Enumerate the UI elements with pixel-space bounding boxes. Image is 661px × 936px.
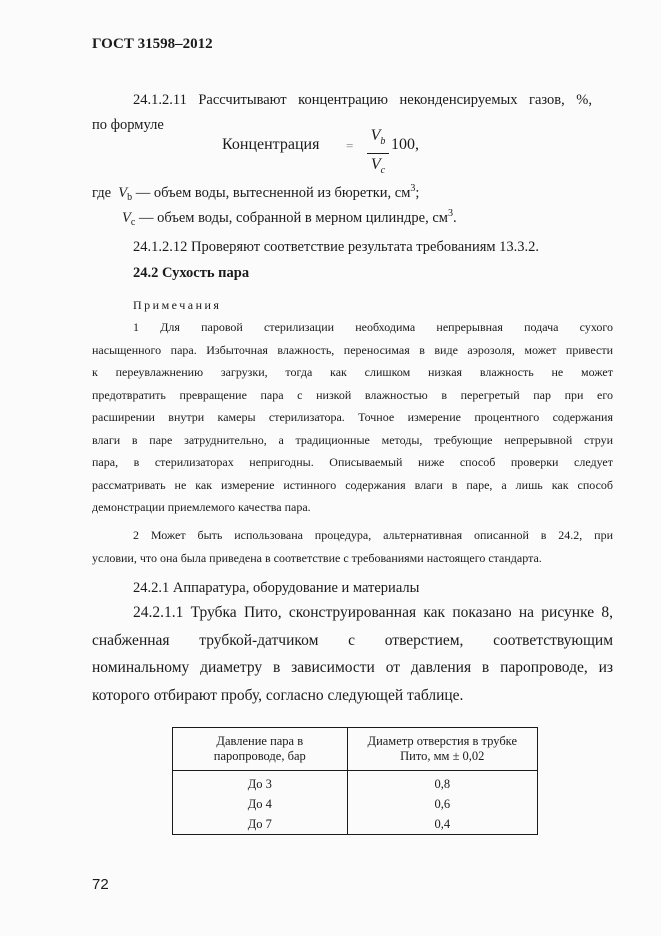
note1-line: пара, в стерилизаторах непригодны. Описываемый ниже способ проверки следует (92, 455, 613, 469)
fraction-bar (367, 153, 389, 154)
clause-24-1-2-11 (133, 92, 592, 109)
formula-numerator: $V_b$ (370, 127, 386, 148)
cell-pressure: До 7 (173, 814, 348, 835)
clause-24-1-2-11-line2: по формуле (92, 117, 164, 133)
table-row (173, 771, 538, 795)
note2-line: условии, что она была приведена в соответствие с требованиями настоящего стандарта. (92, 550, 542, 565)
column-header-diameter: Диаметр отверстия в трубке Пито, мм ± 0,02 (347, 728, 537, 771)
formula-fraction (367, 126, 389, 181)
formula-equals: = (346, 138, 354, 153)
cell-pressure: До 4 (173, 794, 348, 814)
document-header: ГОСТ 31598–2012 (92, 36, 213, 52)
formula-denominator: $V_c$ (370, 156, 386, 177)
table-row (173, 794, 538, 814)
clause-24-2-1-1-line: 24.2.1.1 Трубка Пито, сконструированная как показано на рисунке 8, (133, 604, 613, 621)
formula-word: Концентрация (222, 136, 320, 153)
note1-line: расширении внутри камеры стерилизатора. Точное измерение процентного содержания (92, 410, 613, 424)
clause-24-1-2-11-line1: 24.1.2.11 Рассчитывают концентрацию неконденсируемых газов, %, (133, 92, 592, 108)
formula-multiplier: 100, (391, 136, 419, 153)
clause-24-2-1-1 (92, 604, 613, 714)
section-24-2-heading: 24.2 Сухость пара (133, 265, 250, 281)
where-vb-line: где $V_b$ — объем воды, вытесненной из бюретки, $см^3$; (92, 183, 420, 203)
table-header-row (173, 728, 538, 771)
cell-diameter: 0,8 (347, 771, 537, 795)
notes-title: Примечания (133, 298, 222, 312)
clause-24-2-1-1-line: номинальному диаметру в зависимости от давления в паропроводе, из (92, 659, 613, 676)
clause-24-2-1-1-line: снабженная трубкой-датчиком с отверстием, соответствующим (92, 631, 613, 649)
where-vc-line: $V_c$ — объем воды, собранной в мерном цилиндре, $см^3$. (122, 208, 457, 228)
note2-line: 2 Может быть использована процедура, альтернативная описанной в 24.2, при (133, 528, 613, 542)
note1-line: предотвратить превращение пара с низкой влажностью в перегретый пар при его (92, 387, 613, 402)
column-header-pressure: Давление пара в паропроводе, бар (173, 728, 348, 771)
note1-line: демонстрации приемлемого качества пара. (92, 500, 311, 514)
clause-24-1-2-12: 24.1.2.12 Проверяют соответствие результата требованиям 13.3.2. (133, 239, 540, 255)
clause-24-2-1-1-line: которого отбирают пробу, согласно следующей таблице. (92, 686, 464, 704)
note1-line: 1 Для паровой стерилизации необходима непрерывная подача сухого (133, 320, 613, 334)
page-number: 72 (92, 876, 109, 893)
cell-diameter: 0,4 (347, 814, 537, 835)
note1-line: влаги в паре затруднительно, а традиционные методы, требующие непрерывной струи (92, 432, 613, 447)
cell-pressure: До 3 (173, 771, 348, 795)
clause-24-2-1: 24.2.1 Аппаратура, оборудование и материалы (133, 580, 420, 596)
note1-line: насыщенного пара. Избыточная влажность, переносимая в виде аэрозоля, может привести (92, 342, 613, 357)
table-row (173, 814, 538, 835)
pitot-diameter-table (172, 727, 538, 835)
note-2 (92, 528, 613, 573)
note-1 (92, 320, 613, 523)
cell-diameter: 0,6 (347, 794, 537, 814)
note1-line: к переувлажнению загрузки, тогда как слишком низкая влажность не может (92, 365, 613, 379)
note1-line: рассматривать не как измерение истинного содержания влаги в паре, а лишь как способ (92, 477, 613, 492)
